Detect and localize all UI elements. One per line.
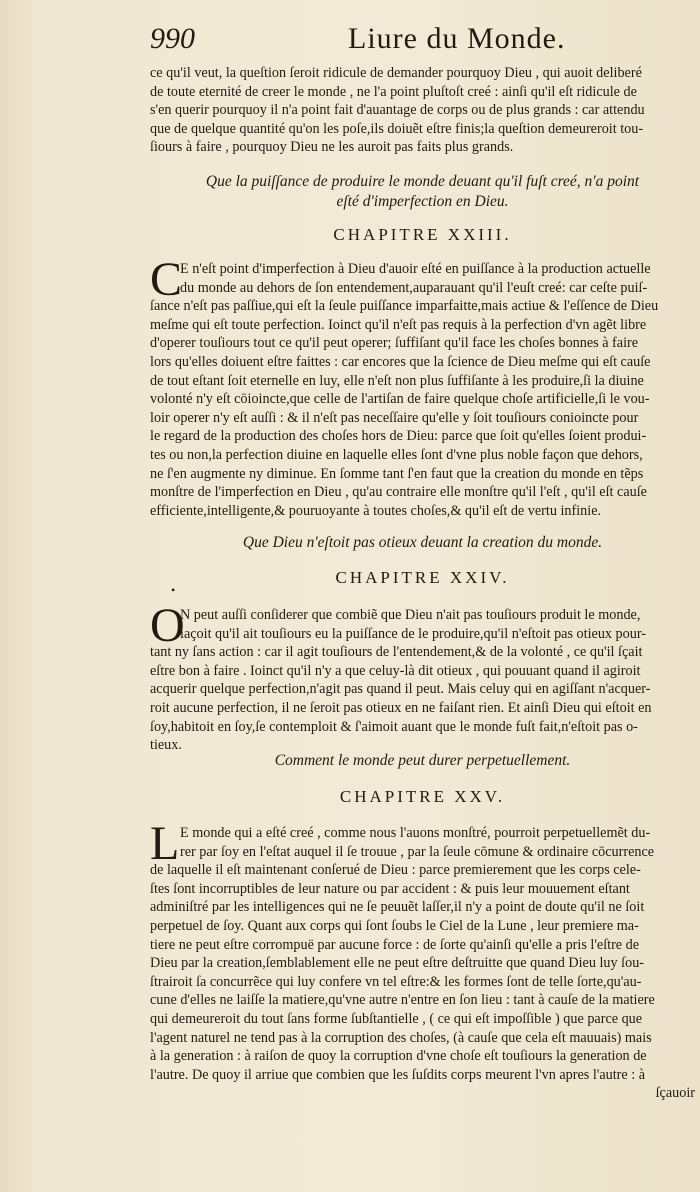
text-line: ſiours à faire , pourquoy Dieu ne les auroit pas faits plus grands. xyxy=(150,139,514,156)
text-line: l'agent naturel ne tend pas à la corruption des choſes, (à cauſe que cela eſt mauuais) mais xyxy=(150,1029,652,1046)
section-title-line: eſté d'imperfection en Dieu. xyxy=(336,193,509,210)
text-line: cune d'elles ne laiſſe la matiere,qu'vne autre n'entre en ſon lieu : tant à cauſe de la matiere xyxy=(150,992,655,1009)
chapter-title-25: CHAPITRE XXV. xyxy=(339,787,506,806)
text-line: E monde qui a eſté creé , comme nous l'auons monſtré, pourroit perpetuellemẽt du- xyxy=(180,825,651,841)
text-line: à la generation : à raiſon de quoy la corruption d'vne choſe eſt touſiours la generation de xyxy=(150,1048,647,1065)
text-line: Dieu par la creation,ſemblablement elle ne peut eſtre deſtruitte que quand Dieu luy ſou- xyxy=(150,955,645,972)
running-title: Liure du Monde. xyxy=(348,22,566,55)
text-line: le regard de la production des choſes hors de Dieu: parce que ſoit qu'elles ſoient produi- xyxy=(150,428,647,445)
section-heading-23 xyxy=(150,172,695,212)
printer-mark: • xyxy=(171,583,176,597)
drop-cap: C xyxy=(150,253,183,306)
intro-paragraph xyxy=(150,64,695,157)
text-line: lors qu'elles doiuent eſtre faittes : car encores que la ſcience de Dieu meſme qui eſt cauſe xyxy=(150,353,651,370)
text-line: de laquelle il eſt maintenant conſerué de Dieu : parce premierement que les corps cele- xyxy=(150,862,641,879)
text-line: N peut auſſi conſiderer que combiẽ que Dieu n'ait pas touſiours produit le monde, xyxy=(180,607,641,623)
text-line: adminiſtré par les intelligences qui ne ſe peuuẽt laſſer,il n'y a point de doute qu'il ne ſoit xyxy=(150,899,645,916)
text-line: roit aucune perfection, il ne ſeroit pas otieux en ne faiſant rien. Et ainſi Dieu qui eſtoit en xyxy=(150,699,652,716)
text-line: que de quelque quantité qu'on les poſe,ils doiuẽt eſtre finis;la queſtion demeureroit tou- xyxy=(150,120,644,137)
page-number: 990 xyxy=(150,22,195,55)
text-line: de toute eternité de creer le monde , ne l'a point pluſtoſt creé : ainſi qu'il eſt ridicule de xyxy=(150,83,637,100)
text-line: ſance n'eſt pas paſſiue,qui eſt la ſeule puiſſance imparfaitte,mais actiue & l'eſſence de Dieu xyxy=(150,298,659,315)
text-line: volonté n'y eſt cōioincte,que celle de l'artiſan de faire quelque choſe artificielle,ſi le vou- xyxy=(150,391,650,408)
drop-cap: L xyxy=(150,817,180,870)
text-line: meſme qui eſt toute perfection. Ioinct qu'il n'eſt pas requis à la perfection d'vn agẽt libre xyxy=(150,316,647,333)
chapter-23-body xyxy=(150,253,695,520)
page-header xyxy=(150,22,690,66)
text-line: de tout eſtant ſoit eternelle en luy, elle n'eſt non plus ſuffiſante à les produire,ſi la diuine xyxy=(150,372,644,389)
section-heading-24 xyxy=(150,533,695,553)
text-line: l'autre. De quoy il arriue que combien que les ſuſdits corps meurent l'vn apres l'autre : à xyxy=(150,1066,646,1083)
section-heading-25 xyxy=(150,751,695,771)
section-title-line: Comment le monde peut durer perpetuellement. xyxy=(274,752,571,769)
text-line: ne ſ'en augmente ny diminue. En ſomme tant ſ'en faut que la creation du monde en tẽps xyxy=(150,465,644,482)
text-line: monſtre de l'imperfection en Dieu , qu'au contraire elle monſtre qu'il l'eſt , qu'il eſt cauſe xyxy=(150,484,647,501)
text-line: tieux. xyxy=(150,737,182,754)
text-line: d'operer touſiours tout ce qu'il peut operer; ſuffiſant qu'il face les choſes bonnes à faire xyxy=(150,335,639,352)
text-line: qui demeureroit du tout ſans forme ſubſtantielle , ( ce qui eſt impoſſible ) que parce que xyxy=(150,1010,643,1027)
text-line: eſtre bon à faire . Ioinct qu'il n'y a que celuy-là dit otieux , qui pouuant quand il agiroit xyxy=(150,662,641,679)
text-line: tiere ne peut eſtre corrompuë par aucune force : de ſorte qu'ainſi qu'elle a pris l'eſtre de xyxy=(150,936,640,953)
text-line: ſtrairoit ſa concurrẽce qui luy confere vn tel eſtre:& les formes ſont de telle ſorte,qu'au- xyxy=(150,973,642,990)
text-line: rer par ſoy en l'eſtat auquel il ſe trouue , par la ſeule cōmune & ordinaire cōcurrence xyxy=(180,843,655,860)
text-line: acquerir quelque perfection,n'agit pas quand il peut. Mais celuy qui en agiſſant n'acquer- xyxy=(150,681,651,698)
chapter-title-24: CHAPITRE XXIV. xyxy=(335,568,510,587)
chapter-title-23: CHAPITRE XXIII. xyxy=(333,225,512,244)
text-line: ſoy,habitoit en ſoy,ſe contemploit & ſ'aimoit auant que le monde fuſt fait,n'eſtoit pas o- xyxy=(150,718,638,735)
drop-cap: O xyxy=(150,599,185,652)
section-title-line: Que Dieu n'eſtoit pas otieux deuant la creation du monde. xyxy=(242,534,603,551)
chapter-24-body xyxy=(150,599,695,755)
text-line: E n'eſt point d'imperfection à Dieu d'auoir eſté en puiſſance à la production actuelle xyxy=(180,261,651,277)
section-title-line: Que la puiſſance de produire le monde deuant qu'il fuſt creé, n'a point xyxy=(205,173,640,190)
text-line: efficiente,intelligente,& pouruoyante à toutes choſes,& qu'il eſt de vertu infinie. xyxy=(150,502,602,519)
text-line: perpetuel de ſoy. Quant aux corps qui ſont ſoubs le Ciel de la Lune , leur premiere ma- xyxy=(150,917,639,934)
text-line: iaçoit qu'il ait touſiours eu la puiſſance de le produire,qu'il n'eſtoit pas otieux pour- xyxy=(180,625,646,642)
text-line: s'en querir pourquoy il n'a point fait d'auantage de corps ou de plus grands : car attendu xyxy=(150,102,645,119)
text-line: ce qu'il veut, la queſtion ſeroit ridicule de demander pourquoy Dieu , qui auoit deliberé xyxy=(150,65,642,81)
text-line: du monde au dehors de ſon entendement,auparauant qu'il l'euſt creé: car ceſte puiſ- xyxy=(180,279,648,296)
text-line: ſtes ſont incorruptibles de leur nature ou par accident : & puis leur mouuement eſtant xyxy=(150,880,630,897)
text-line: tant ny ſans action : car il agit touſiours de l'entendement,& de la volonté , ce qu'il ſçait xyxy=(150,644,643,661)
catchword: ſçauoir xyxy=(655,1085,695,1102)
chapter-25-body xyxy=(150,817,695,1103)
text-line: loir operer n'y eſt auſſi : & il n'eſt pas neceſſaire qu'elle y ſoit touſiours conioincte pour xyxy=(150,409,639,426)
text-line: tes ou non,la perfection diuine en laquelle elles ſont d'vne plus noble façon que dehors, xyxy=(150,446,643,463)
